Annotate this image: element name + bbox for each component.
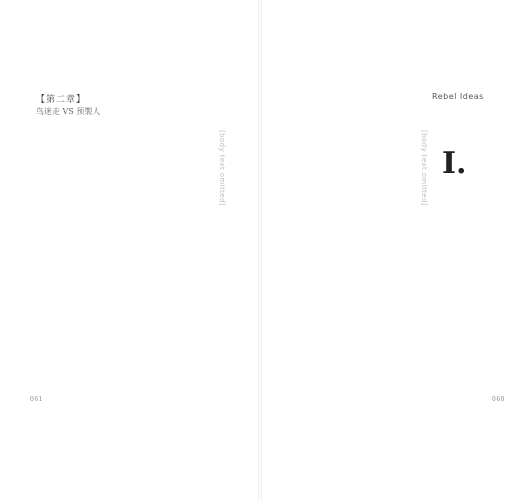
right-body-placeholder: [body text omitted] — [420, 130, 428, 206]
right-page-number: 060 — [492, 396, 505, 403]
left-body-placeholder: [body text omitted] — [218, 130, 226, 206]
section-numeral: I. — [442, 146, 467, 181]
left-page-body-text — [28, 130, 228, 380]
chapter-subtitle: 鸟迷走 VS 预製人 — [36, 107, 101, 116]
chapter-label: 【第二章】 — [36, 95, 87, 105]
right-page-body-text — [270, 130, 430, 380]
running-head: Rebel Ideas — [432, 92, 484, 101]
left-page-number: 061 — [30, 396, 43, 403]
